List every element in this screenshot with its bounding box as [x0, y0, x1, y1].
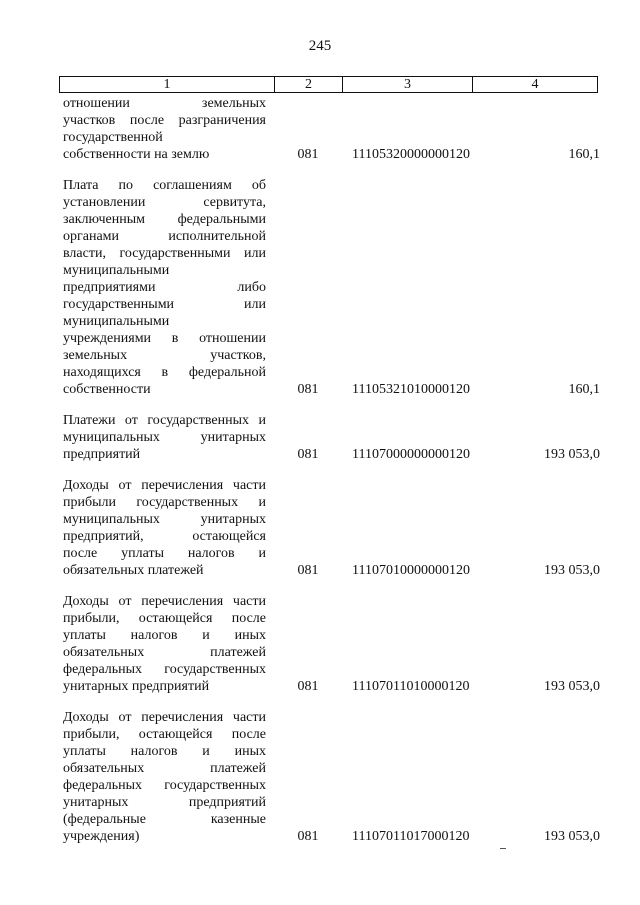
- amount-value: 193 053,0: [544, 829, 600, 844]
- table-row: [0, 709, 640, 845]
- table-row: [0, 95, 640, 163]
- admin-code: 081: [297, 563, 319, 578]
- description-line: Доходы от перечисления части: [63, 594, 266, 609]
- amount-value: 193 053,0: [544, 563, 600, 578]
- description-line: государственными или: [63, 297, 266, 312]
- classification-code: 11107010000000120: [352, 563, 470, 578]
- table-header: [59, 76, 598, 93]
- description-line: учреждениями в отношении: [63, 331, 266, 346]
- description-line: уплаты налогов и иных: [63, 744, 266, 759]
- table-row: [0, 412, 640, 463]
- description-line: Платежи от государственных и: [63, 413, 266, 428]
- header-col-1: 1: [163, 76, 171, 92]
- admin-code: 081: [297, 447, 319, 462]
- description-line: обязательных платежей: [63, 563, 204, 578]
- description-line: федеральных государственных: [63, 778, 266, 793]
- row-values: [0, 146, 640, 163]
- page-number: 245: [308, 38, 332, 54]
- description-line: государственной: [63, 130, 163, 145]
- description-line: (федеральные казенные: [63, 812, 266, 827]
- description-line: участков после разграничения: [63, 113, 266, 128]
- description-line: предприятиями либо: [63, 280, 266, 295]
- description-line: находящихся в федеральной: [63, 365, 266, 380]
- description-line: земельных участков,: [63, 348, 266, 363]
- description-line: муниципальных унитарных: [63, 512, 266, 527]
- table-row: [0, 593, 640, 695]
- row-values: [0, 562, 640, 579]
- amount-value: 193 053,0: [544, 679, 600, 694]
- description-line: обязательных платежей: [63, 645, 266, 660]
- description-line: Плата по соглашениям об: [63, 178, 266, 193]
- row-values: [0, 446, 640, 463]
- description-line: прибыли, остающейся после: [63, 611, 266, 626]
- description-line: унитарных предприятий: [63, 795, 266, 810]
- classification-code: 11105320000000120: [352, 147, 470, 162]
- description-line: заключенным федеральными: [63, 212, 266, 227]
- description-line: после уплаты налогов и: [63, 546, 266, 561]
- amount-value: 193 053,0: [544, 447, 600, 462]
- description-line: предприятий, остающейся: [63, 529, 266, 544]
- row-description: [63, 709, 266, 845]
- classification-code: 11107000000000120: [352, 447, 470, 462]
- admin-code: 081: [297, 147, 319, 162]
- admin-code: 081: [297, 679, 319, 694]
- row-values: [0, 678, 640, 695]
- description-line: федеральных государственных: [63, 662, 266, 677]
- amount-value: 160,1: [568, 382, 600, 397]
- classification-code: 11107011010000120: [352, 679, 470, 694]
- classification-code: 11105321010000120: [352, 382, 470, 397]
- description-line: Доходы от перечисления части: [63, 710, 266, 725]
- row-values: [0, 828, 640, 845]
- scan-mark: [500, 848, 506, 849]
- description-line: муниципальными: [63, 314, 170, 329]
- classification-code: 11107011017000120: [352, 829, 470, 844]
- description-line: отношении земельных: [63, 96, 266, 111]
- description-line: установлении сервитута,: [63, 195, 266, 210]
- description-line: учреждения): [63, 829, 140, 844]
- description-line: собственности на землю: [63, 147, 210, 162]
- description-line: власти, государственными или: [63, 246, 266, 261]
- row-description: [63, 177, 266, 398]
- header-col-3: 3: [342, 77, 472, 92]
- description-line: муниципальных унитарных: [63, 430, 266, 445]
- admin-code: 081: [297, 382, 319, 397]
- table-body: [0, 95, 640, 859]
- amount-value: 160,1: [568, 147, 600, 162]
- description-line: прибыли, остающейся после: [63, 727, 266, 742]
- description-line: обязательных платежей: [63, 761, 266, 776]
- description-line: собственности: [63, 382, 151, 397]
- row-values: [0, 381, 640, 398]
- description-line: муниципальными: [63, 263, 170, 278]
- table-row: [0, 177, 640, 398]
- admin-code: 081: [297, 829, 319, 844]
- description-line: Доходы от перечисления части: [63, 478, 266, 493]
- header-col-4: 4: [472, 77, 597, 92]
- description-line: органами исполнительной: [63, 229, 266, 244]
- header-col-2: 2: [274, 77, 342, 92]
- description-line: предприятий: [63, 447, 141, 462]
- description-line: прибыли государственных и: [63, 495, 266, 510]
- description-line: унитарных предприятий: [63, 679, 210, 694]
- table-row: [0, 477, 640, 579]
- description-line: уплаты налогов и иных: [63, 628, 266, 643]
